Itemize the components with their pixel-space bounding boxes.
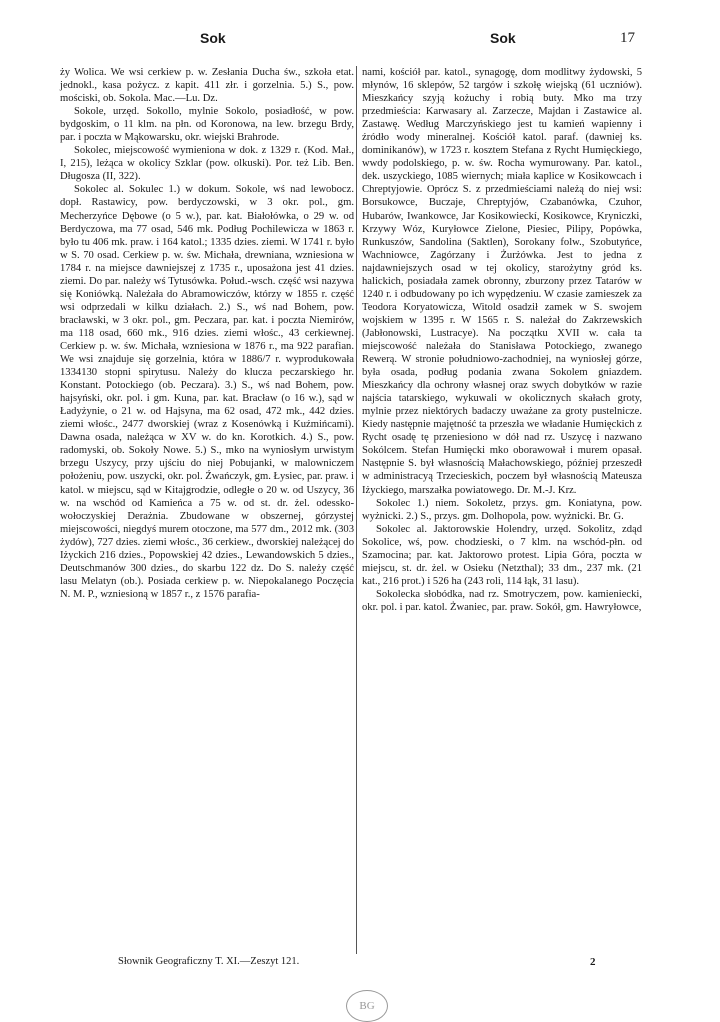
footer-text: Słownik Geograficzny T. XI.—Zeszyt 121. [118, 956, 300, 967]
signature-number: 2 [590, 956, 596, 968]
library-stamp: BG [346, 990, 388, 1022]
right-column [362, 66, 642, 614]
entry-paragraph: Sokole, urzęd. Sokollo, mylnie Sokolo, posiadłość, w pow. bydgoskim, o 11 klm. na płn. od Koronowa, na lew. brzegu Brdy, par. i poczta w Mąkowarsku, okr. wiejski Brahrode. [60, 106, 354, 144]
entry-paragraph: Sokolec al. Jaktorowskie Holendry, urzęd. Sokolitz, zdąd Sokolice, wś, pow. chodzieski, o 7 klm. na wschód-płn. od Szamocina; par. kat. Jaktorowo protest. Lipia Góra, poczta w miejscu, st. dr. żel. w Osieku (Netzthal); 33 dm., 237 mk. (21 kat., 216 prot.) i 526 ha (243 roli, 114 łąk, 31 lasu). [362, 523, 642, 587]
running-head-right: Sok [490, 30, 516, 46]
entry-paragraph: ży Wolica. We wsi cerkiew p. w. Zesłania Ducha św., szkoła etat. jednokl., kasa pożycz. z kapit. 411 złr. i gorzelnia. 5.) S., pow. mościski, ob. Sokola. Mac.—Lu. Dz. [60, 67, 354, 105]
entry-paragraph: nami, kościół par. katol., synagogę, dom modlitwy żydowski, 5 młynów, 16 sklepów, 52 targów i szkołę wiejską (61 uczniów). Mieszkańcy szyją kożuchy i robią buty. Mko ma trzy przedmieścia: Karwasary al. Zarzecze, Majdan i Zastawice al. Zastawę. Według Marczyńskiego jest tu kamień wapienny i źródło wody mineralnej. Kościół katol. paraf. (dawniej ks. dominikanów), w 1723 r. kosztem Stefana z Rycht Humięckiego, wwdy podolskiego, p. w. św. Rocha wymurowany. Par. katol., dek. uszyckiego, 1085 wiernych; miała kaplice w Kosikowcach i Chreptyjowie. Oprócz S. z przedmieściami należą do niej wsi: Borsukowce, Buczaje, Chreptyjów, Czabanówka, Czuhor, Hubarów, Iwankowce, Jar Kosikowieckí, Kosikowce, Kryniczki, Krzywy Wóz, Kuryłowce Zielone, Piesiec, Pilipy, Popówka, Runkuszów, Sandolina (Saktlen), Sorokany folw., Szobutyńce, Wachniowce, Zagórzany i Żurżówka. Jest to jedna z najdawniejszych osad w tej okolicy, starożytny gród ks. halickich, posiadała zamek obronny, zburzony przez Tatarów w 1240 r. i odbudowany po ich wypędzeniu. W czasie zamieszek za Teodora Koryatowicza, Witold osadził zamek w S. swojem wojskiem w 1395 r. W 1565 r. S. należał do Zakrzewskich (Jabłonowski, Lustracye). Na początku XVII w. cała ta miejscowość należała do Stanisława Potockiego, zwanego Rewerą. W stronie południowo-zachodniej, na wyniosłej górze, była osada, podług podania zwana Sokolem gniazdem. Mieszkańcy dla ochrony własnej oraz swych dobytków w razie najścia tatarskiego, wykuwali w okolicznych skałach groty, mylnie przez niektórych badaczy uważane za groty pustelnicze. Kiedy następnie majętność ta przeszła we władanie Humięckich z Rycht osadę tę przeniesiono w dół nad rz. Uszycę i nazwano Sokólcem. Stefan Humięcki mko oborawował i murem opasał. Następnie S. był własnością Małachowskiego, później przeszedł w administracyą Trzecieskich, poczem był własnością Mateusza Iżyckiego, marszałka powiatowego. Dr. M.-J. Krz. [362, 67, 642, 496]
entry-paragraph: Sokolec, miejscowość wymieniona w dok. z 1329 r. (Kod. Mał., I, 215), leżąca w okolicy Szklar (pow. olkuski). Por. też Lib. Ben. Długosza (II, 322). [60, 145, 354, 183]
column-divider [356, 66, 357, 954]
page-number: 17 [620, 30, 635, 46]
left-column [60, 66, 354, 601]
entry-paragraph: Sokolec 1.) niem. Sokoletz, przys. gm. Koniatyna, pow. wyżnicki. 2.) S., przys. gm. Dolhopola, pow. wyżnicki. Br. G. [362, 497, 642, 522]
entry-paragraph: Sokolecka słobódka, nad rz. Smotryczem, pow. kamieniecki, okr. pol. i par. katol. Żwaniec, par. praw. Sokół, gm. Hawryłowce, [362, 588, 642, 613]
running-head-left: Sok [200, 30, 226, 46]
entry-paragraph: Sokolec al. Sokulec 1.) w dokum. Sokole, wś nad lewobocz. dopł. Rastawicy, pow. berdyczowski, w 3 okr. pol., gm. Mecherzyńce Dębowe (o 5 w.), par. kat. Białołówka, o 29 w. od Berdyczowa, ma 77 osad, 546 mk. Podług Pochilewicza w 1863 r. było tu 406 mk. praw. i 164 katol.; 1335 dzies. ziemi. W 1741 r. było w S. 70 osad. Cerkiew p. w. św. Michała, drewniana, wzniesiona w 1784 r. na miejsce dawniejszej z 1735 r., uposażona jest 41 dzies. ziemi. Do par. należy wś Tytusówka. Połud.-wsch. część wsi nazywa się Koniówką. Należała do Abramowiczów, którzy w 1855 r. część wsi odprzedali w kilku działach. 2.) S., wś nad Bohem, pow. bracławski, w 3 okr. pol., gm. Peczara, par. kat. i poczta Niemirów, ma 118 osad, 660 mk., 916 dzies. ziemi włośc., 43 cerkiewnej. Cerkiew p. w. św. Michała, wzniesiona w 1876 r., ma 922 parafian. We wsi znajduje się gorzelnia, która w 1886/7 r. wyprodukowała 1334130 stopni spirytusu. Należy do klucza peczarskiego hr. Konstant. Potockiego (ob. Peczara). 3.) S., wś nad Bohem, pow. hajsyński, okr. pol. i gm. Kuna, par. kat. Bracław (o 16 w.), sąd w Ładyżynie, o 21 w. od Hajsyna, ma 62 osad, 472 mk., 442 dzies. ziemi włośc., 2477 dworskiej (wraz z Kosenówką i Kuźmińcami). Dawna osada, należąca w XV w. do kn. Korotkich. 4.) S., pow. radomyski, ob. Sokoły Nowe. 5.) S., mko na wyniosłym urwistym brzegu Uszycy, przy ujściu do niej Pobujanki, w malowniczem położeniu, pow. uszycki, okr. pol. Źwańczyk, gm. Łysiec, par. praw. i katol. w miejscu, sąd w Kitajgrodzie, odległe o 20 w. od Uszycy, 36 w. na wschód od Kamieńca a 75 w. od st. dr. żel. odessko-wołoczyskiej Derażnia. Zbudowane w obszernej, górzystej miejscowości, niegdyś murem otoczone, ma 577 dm., 2012 mk. (303 żydów), 727 dzies. ziemi włośc., 36 cerkiew., dworskiej należącej do Iżyckich 216 dzies., Popowskiej 42 dzies., Lewandowskich 5 dzies., Deutschmanów 300 dzies., do skarbu 122 dz. Do S. należy część lasu Melatyn (ob.). Posiada cerkiew p. w. Niepokalanego Poczęcia N. M. P., wzniesioną w 1857 r., z 1576 parafia- [60, 184, 355, 600]
